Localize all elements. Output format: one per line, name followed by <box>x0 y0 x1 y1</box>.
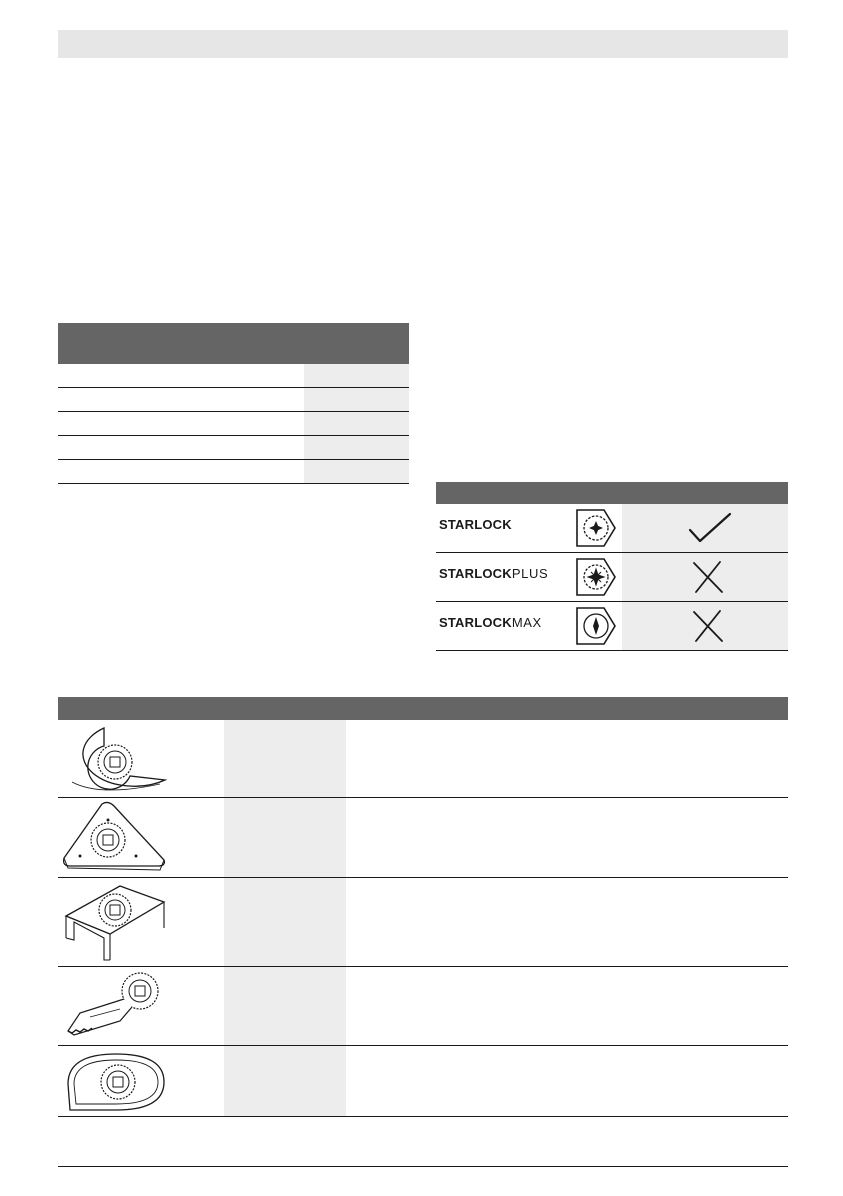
spec-value <box>304 364 409 387</box>
spec-row <box>58 412 409 436</box>
system-compatibility-table <box>436 482 788 651</box>
accessory-image-cell <box>58 967 224 1045</box>
accessory-image-cell <box>58 878 224 966</box>
compatibility-cell <box>622 602 788 650</box>
starlock-max-mount-icon <box>574 605 618 647</box>
accessory-description <box>346 1046 788 1116</box>
segment-saw-blade-icon <box>60 722 170 794</box>
system-table-header <box>436 482 788 504</box>
accessory-code <box>224 1046 346 1116</box>
check-icon <box>686 510 736 546</box>
spec-table-header <box>58 323 409 364</box>
cross-icon <box>686 559 736 595</box>
accessory-description <box>346 720 788 797</box>
accessory-table <box>58 697 788 1117</box>
starlock-logo <box>439 517 512 532</box>
spec-row <box>58 460 409 484</box>
compatibility-cell <box>622 553 788 601</box>
logo-suffix: PLUS <box>511 566 549 581</box>
starlock-mount-icon <box>574 507 618 549</box>
starlock-plus-logo <box>439 566 548 581</box>
accessory-image-cell <box>58 720 224 797</box>
accessory-table-header <box>58 697 788 720</box>
header-band <box>58 30 788 58</box>
accessory-description <box>346 967 788 1045</box>
spec-label <box>58 460 304 483</box>
spec-value <box>304 388 409 411</box>
spec-table <box>58 323 409 484</box>
sanding-plate-icon <box>60 1048 170 1116</box>
spec-row <box>58 436 409 460</box>
accessory-code <box>224 720 346 797</box>
spec-label <box>58 388 304 411</box>
spec-label <box>58 364 304 387</box>
compatibility-cell <box>622 504 788 552</box>
accessory-description <box>346 798 788 877</box>
accessory-code <box>224 967 346 1045</box>
spec-row <box>58 364 409 388</box>
accessory-row <box>58 878 788 967</box>
spec-label <box>58 412 304 435</box>
logo-text: STARLOCK <box>439 517 512 532</box>
grout-scraper-icon <box>60 880 170 964</box>
accessory-code <box>224 798 346 877</box>
cross-icon <box>686 608 736 644</box>
plunge-cut-saw-blade-icon <box>60 969 170 1043</box>
spec-value <box>304 412 409 435</box>
system-row-starlock-plus <box>436 553 788 602</box>
accessory-row <box>58 798 788 878</box>
logo-text: STARLOCK <box>439 615 512 630</box>
footer-rule <box>58 1166 788 1167</box>
spec-value <box>304 436 409 459</box>
accessory-row <box>58 720 788 798</box>
system-row-starlock <box>436 504 788 553</box>
accessory-image-cell <box>58 1046 224 1116</box>
accessory-row <box>58 967 788 1046</box>
system-row-starlock-max <box>436 602 788 651</box>
spec-value <box>304 460 409 483</box>
spec-label <box>58 436 304 459</box>
delta-sanding-plate-icon <box>60 800 170 874</box>
accessory-row <box>58 1046 788 1117</box>
accessory-description <box>346 878 788 966</box>
starlock-plus-mount-icon <box>574 556 618 598</box>
logo-text: STARLOCK <box>439 566 512 581</box>
accessory-image-cell <box>58 798 224 877</box>
logo-suffix: MAX <box>511 615 542 630</box>
starlock-max-logo <box>439 615 542 630</box>
spec-row <box>58 388 409 412</box>
accessory-code <box>224 878 346 966</box>
